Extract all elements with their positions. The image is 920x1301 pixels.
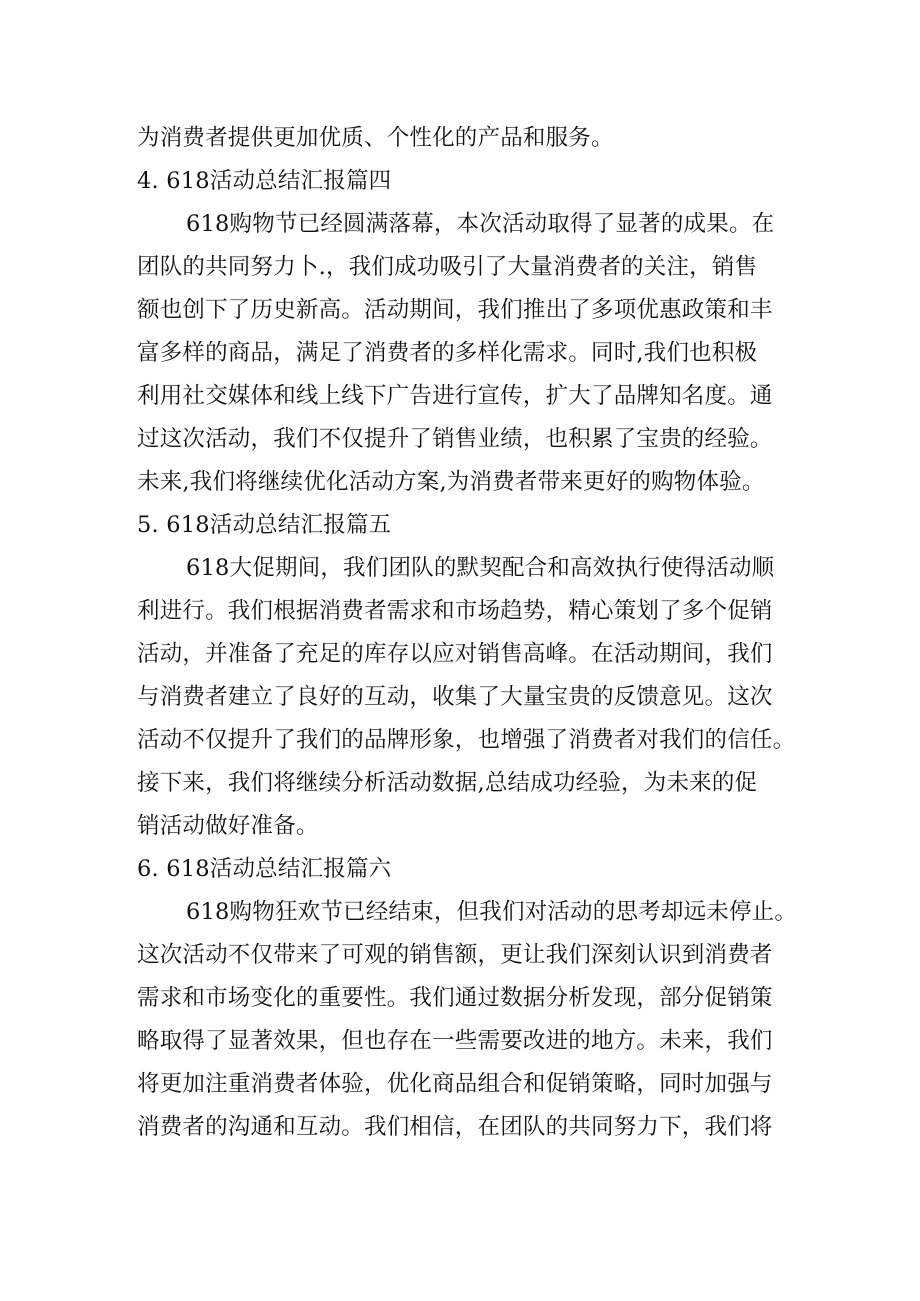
section-heading-5: 5. 618活动总结汇报篇五 (137, 512, 392, 538)
body-text-line: 额也创下了历史新高。活动期间，我们推出了多项优惠政策和丰 (137, 297, 773, 323)
body-text-line: 这次活动不仅带来了可观的销售额，更让我们深刻认识到消费者 (137, 942, 773, 968)
body-text-line: 618购物狂欢节已经结束，但我们对活动的思考却远未停止。 (186, 899, 798, 925)
body-text-line: 利进行。我们根据消费者需求和市场趋势，精心策划了多个促销 (137, 598, 773, 624)
body-text-line: 略取得了显著效果，但也存在一些需要改进的地方。未来，我们 (137, 1028, 773, 1054)
body-text-line: 618大促期间，我们团队的默契配合和高效执行使得活动顺 (186, 555, 775, 581)
body-text-line: 活动，并准备了充足的库存以应对销售高峰。在活动期间，我们 (137, 641, 773, 667)
body-text-line: 未来,我们将继续优化活动方案,为消费者带来更好的购物体验。 (137, 469, 765, 495)
body-text-line: 富多样的商品，满足了消费者的多样化需求。同时,我们也积极 (137, 340, 758, 366)
section-heading-4: 4. 618活动总结汇报篇四 (137, 168, 392, 194)
section-heading-6: 6. 618活动总结汇报篇六 (137, 856, 392, 882)
body-text-line: 需求和市场变化的重要性。我们通过数据分析发现，部分促销策 (137, 985, 773, 1011)
body-text-line: 活动不仅提升了我们的品牌形象，也增强了消费者对我们的信任。 (137, 727, 796, 753)
body-text-line: 过这次活动，我们不仅提升了销售业绩，也积累了宝贵的经验。 (137, 426, 773, 452)
body-text-line: 销活动做好准备。 (137, 813, 319, 839)
body-text-line: 将更加注重消费者体验，优化商品组合和促销策略，同时加强与 (137, 1071, 773, 1097)
body-text-line: 消费者的沟通和互动。我们相信，在团队的共同努力下，我们将 (137, 1114, 773, 1140)
body-text-line: 为消费者提供更加优质、个性化的产品和服务。 (137, 125, 614, 151)
body-text-line: 接下来，我们将继续分析活动数据,总结成功经验，为未来的促 (137, 770, 758, 796)
body-text-line: 利用社交媒体和线上线下广告进行宣传，扩大了品牌知名度。通 (137, 383, 773, 409)
body-text-line: 与消费者建立了良好的互动，收集了大量宝贵的反馈意见。这次 (137, 684, 773, 710)
body-text-line: 618购物节已经圆满落幕，本次活动取得了显著的成果。在 (186, 211, 775, 237)
body-text-line: 团队的共同努力卜.，我们成功吸引了大量消费者的关注，销售 (137, 254, 758, 280)
